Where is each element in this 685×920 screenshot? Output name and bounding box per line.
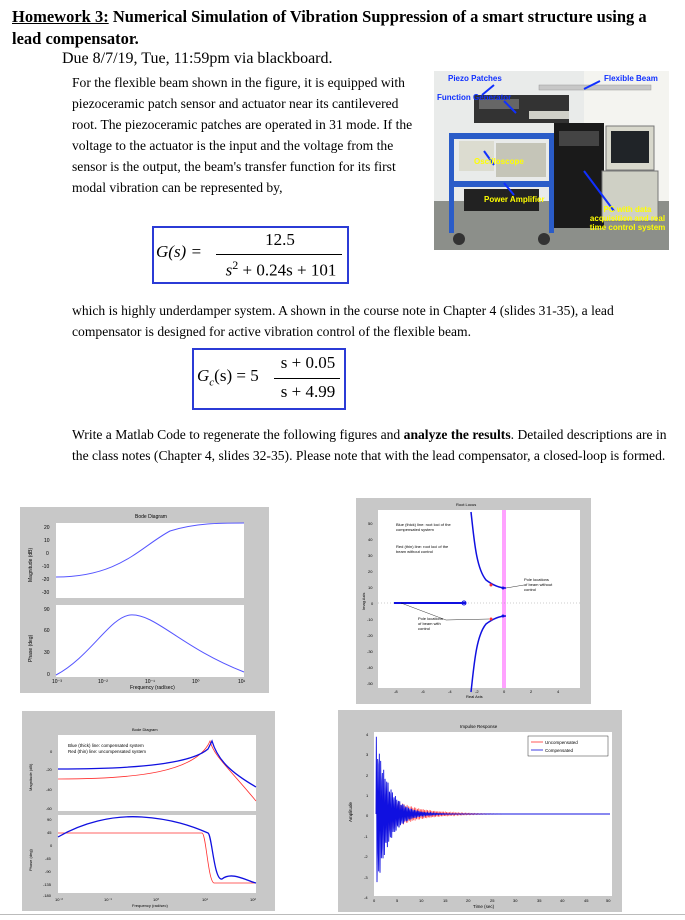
svg-text:25: 25: [490, 898, 495, 903]
svg-text:-4: -4: [448, 689, 452, 694]
fig2-y-ticks: [367, 521, 374, 686]
fig4-x-ticks: [373, 898, 611, 903]
svg-text:0: 0: [503, 689, 506, 694]
fig3-x-ticks: [55, 897, 256, 902]
svg-text:40: 40: [560, 898, 565, 903]
fig4-y-ticks: [364, 732, 369, 900]
svg-text:-4: -4: [364, 895, 368, 900]
eq1-denominator: $s^2 + 0.24s + 101$: [225, 258, 337, 280]
svg-text:0: 0: [47, 672, 50, 678]
svg-text:-40: -40: [46, 787, 52, 792]
fig1-mag-ticks: [42, 525, 50, 596]
svg-text:0: 0: [50, 749, 53, 754]
fig3-mag-ticks: [46, 749, 53, 811]
svg-text:0: 0: [373, 898, 376, 903]
svg-text:-8: -8: [394, 689, 398, 694]
svg-text:30: 30: [368, 553, 373, 558]
photo-label-funcgen: Function Generator: [437, 93, 512, 102]
fig3-title: Bode Diagram: [132, 727, 158, 732]
svg-text:2: 2: [530, 689, 533, 694]
svg-text:90: 90: [44, 607, 50, 613]
svg-text:3: 3: [366, 752, 369, 757]
svg-text:of beam without: of beam without: [524, 582, 553, 587]
svg-text:-135: -135: [43, 882, 52, 887]
svg-text:35: 35: [537, 898, 542, 903]
svg-text:-2: -2: [475, 689, 479, 694]
svg-text:10⁻¹: 10⁻¹: [145, 679, 155, 685]
fig2-x-ticks: [394, 689, 560, 694]
svg-text:45: 45: [47, 830, 52, 835]
svg-text:-45: -45: [45, 856, 51, 861]
svg-text:60: 60: [44, 628, 50, 634]
svg-text:-30: -30: [367, 649, 373, 654]
fig3-xlabel: Frequency (rad/sec): [132, 903, 168, 908]
svg-text:0: 0: [371, 601, 374, 606]
fig1-xlabel: Frequency (rad/sec): [130, 685, 175, 691]
svg-text:10⁻¹: 10⁻¹: [104, 897, 112, 902]
fig4-ylabel: Amplitude: [348, 801, 353, 822]
svg-text:1: 1: [366, 793, 369, 798]
svg-text:-90: -90: [45, 869, 51, 874]
svg-text:15: 15: [443, 898, 448, 903]
svg-text:20: 20: [368, 569, 373, 574]
svg-text:0: 0: [46, 551, 49, 557]
svg-text:0: 0: [366, 813, 369, 818]
photo-label-piezo: Piezo Patches: [448, 74, 502, 83]
fig1-ylabel-phase: Phase (deg): [28, 634, 34, 662]
task-paragraph: Write a Matlab Code to regenerate the following figures and analyze the results. Detailed descriptions are in the class notes (Chapter 4, slides 32-35). Please note that with the lead compensator, a closed-loop is formed.: [72, 427, 667, 463]
svg-text:-180: -180: [43, 893, 52, 898]
svg-text:10⁻²: 10⁻²: [55, 897, 63, 902]
svg-text:-20: -20: [46, 767, 52, 772]
fig1-x-ticks: [52, 679, 246, 685]
svg-text:10¹: 10¹: [202, 897, 208, 902]
svg-text:90: 90: [47, 817, 52, 822]
svg-text:10⁰: 10⁰: [192, 679, 200, 685]
svg-text:beam without control: beam without control: [396, 549, 433, 554]
svg-text:Red (thin) line: uncompensated: Red (thin) line: uncompensated system: [68, 749, 147, 754]
svg-text:20: 20: [466, 898, 471, 903]
fig2-ylabel: Imag Axis: [361, 592, 366, 610]
svg-text:-60: -60: [46, 806, 52, 811]
due-date: Due 8/7/19, Tue, 11:59pm via blackboard.: [62, 50, 333, 67]
photo-label-beam: Flexible Beam: [604, 74, 658, 83]
fig1-ylabel-mag: Magnitude (dB): [28, 547, 34, 582]
svg-text:Blue (thick) line: root loci o: Blue (thick) line: root loci of the: [396, 522, 451, 527]
svg-text:-50: -50: [367, 681, 373, 686]
photo-label-amp: Power Amplifier: [484, 195, 545, 204]
svg-text:50: 50: [368, 521, 373, 526]
svg-text:10⁻²: 10⁻²: [98, 679, 108, 685]
svg-text:-10: -10: [42, 564, 50, 570]
svg-text:45: 45: [584, 898, 589, 903]
svg-text:Pole locations: Pole locations: [524, 577, 549, 582]
lead-compensator-paragraph: which is highly underdamper system. A shown in the course note in Chapter 4 (slides 31-35), a lead compensator is designed for active vibration control of the flexible beam.: [72, 303, 614, 339]
svg-text:Blue (thick) line: compensated: Blue (thick) line: compensated system: [68, 743, 144, 748]
svg-text:4: 4: [366, 732, 369, 737]
svg-text:4: 4: [557, 689, 560, 694]
fig1-phase-ticks: [44, 607, 50, 678]
svg-text:-2: -2: [364, 854, 368, 859]
svg-text:-30: -30: [42, 590, 50, 596]
svg-text:10: 10: [44, 538, 50, 544]
svg-text:20: 20: [44, 525, 50, 531]
svg-text:30: 30: [44, 650, 50, 656]
svg-text:10: 10: [419, 898, 424, 903]
svg-text:-20: -20: [42, 577, 50, 583]
figure-bode-compensator: [20, 507, 269, 693]
lab-setup-photo: [434, 71, 669, 250]
svg-text:Uncompensated: Uncompensated: [545, 740, 578, 745]
svg-text:10²: 10²: [250, 897, 256, 902]
fig3-ylabel-mag: Magnitude (dB): [28, 763, 33, 791]
svg-text:0: 0: [50, 843, 53, 848]
svg-text:control: control: [524, 587, 537, 592]
fig1-title: Bode Diagram: [135, 514, 167, 520]
figure-root-locus: [356, 498, 591, 704]
fig4-title: Impulse Response: [460, 724, 498, 729]
svg-text:control: control: [418, 626, 431, 631]
photo-label-pc: PC with data acquisition and real time control system: [589, 205, 666, 232]
svg-text:Pole locations: Pole locations: [418, 616, 443, 621]
plant-transfer-function: G(s) = 12.5 $s^2 + 0.24s + 101$: [152, 226, 349, 284]
svg-text:-10: -10: [367, 617, 373, 622]
compensator-transfer-function: $G_c(s) = 5$ s + 0.05 s + 4.99: [192, 348, 346, 410]
svg-text:-1: -1: [364, 834, 368, 839]
intro-paragraph: For the flexible beam shown in the figure, it is equipped with piezoceramic patch sensor and actuator near its cantilevered root. The piezoceramic patches are operated in 31 mode. If the voltage to the actuator is the input and the voltage from the sensor is the output, the beam's transfer function for its first modal vibration can be represented by,: [72, 75, 413, 195]
svg-text:-20: -20: [367, 633, 373, 638]
svg-text:10⁰: 10⁰: [153, 897, 160, 902]
fig4-xlabel: Time (sec): [473, 904, 495, 909]
svg-text:40: 40: [368, 537, 373, 542]
assignment-title: Homework 3: Numerical Simulation of Vibration Suppression of a smart structure using a lead compensator.: [12, 7, 647, 48]
svg-text:50: 50: [606, 898, 611, 903]
svg-text:-3: -3: [364, 875, 368, 880]
svg-text:compensated system: compensated system: [396, 527, 434, 532]
svg-text:Red (thin) line: root loci of: Red (thin) line: root loci of the: [396, 544, 449, 549]
svg-text:10⁻³: 10⁻³: [52, 679, 62, 685]
fig3-ylabel-phase: Phase (deg): [28, 849, 33, 871]
figure-bode-comparison: [22, 711, 275, 911]
svg-text:5: 5: [396, 898, 399, 903]
svg-text:30: 30: [513, 898, 518, 903]
svg-text:2: 2: [366, 773, 369, 778]
page-bottom-rule: [0, 914, 685, 915]
fig2-xlabel: Real Axis: [466, 694, 483, 699]
svg-text:-40: -40: [367, 665, 373, 670]
fig3-phase-ticks: [43, 817, 53, 898]
photo-label-scope: Oscilloscope: [474, 157, 524, 166]
svg-text:10: 10: [368, 585, 373, 590]
fig2-title: Root Locus: [456, 502, 477, 507]
svg-text:Compensated: Compensated: [545, 748, 574, 753]
svg-text:-6: -6: [421, 689, 425, 694]
svg-text:of beam with: of beam with: [418, 621, 441, 626]
svg-text:10¹: 10¹: [238, 679, 246, 685]
figure-impulse-response: [338, 710, 622, 912]
